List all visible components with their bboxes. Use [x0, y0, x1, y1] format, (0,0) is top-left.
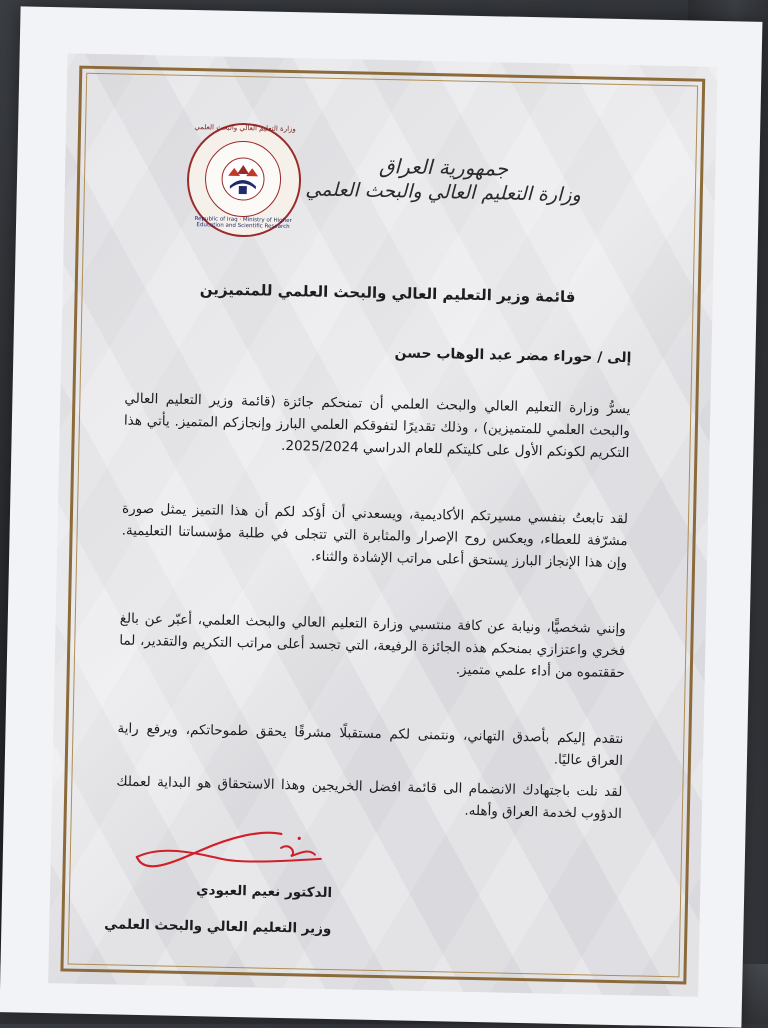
letter-paper — [0, 6, 762, 1027]
letterhead — [305, 152, 581, 206]
letter-paragraph-4: نتقدم إليكم بأصدق التهاني، ونتمنى لكم مستقبلًا مشرقًا يحقق طموحاتكم، ويرفع راية العراق عاليًا. — [117, 720, 624, 770]
ministry-emblem-icon — [220, 156, 267, 203]
letter-recipient: إلى / حوراء مضر عبد الوهاب حسن — [394, 345, 632, 367]
signatory-name: الدكتور نعيم العبودي — [196, 882, 333, 902]
seal-inner-ring — [204, 140, 282, 218]
letter-content — [85, 90, 681, 962]
certificate — [48, 53, 717, 996]
letter-title: قائمة وزير التعليم العالي والبحث العلمي للمتميزين — [199, 280, 576, 307]
letterhead-ministry: وزارة التعليم العالي والبحث العلمي — [305, 178, 582, 207]
letter-paragraph-2: لقد تابعتُ بنفسي مسيرتكم الأكاديمية، ويسعدني أن أؤكد لكم أن هذا التميز يمثل صورة مشرّفة للعطاء، ويعكس روح الإصرار والمثابرة التي تتجلى في طلبة مؤسساتنا التعليمية. وإن هذا الإنجاز البارز يستحق أعلى مراتب الإشادة والثناء. — [121, 500, 629, 572]
letterhead-republic: جمهورية العراق — [378, 153, 509, 181]
seal-text-english: Republic of Iraq · Ministry of Higher Education and Scientific Research — [194, 216, 292, 231]
letter-paragraph-1: يسرُّ وزارة التعليم العالي والبحث العلمي أن تمنحكم جائزة (قائمة وزير التعليم العالي والبحث العلمي للمتميزين) ، وذلك تقديرًا لتفوقكم العلمي البارز وإنجازكم المتميز. يأتي هذا التكريم لكونكم الأول على كليتكم للعام الدراسي 2025/2024. — [123, 390, 631, 462]
seal-text-arabic: وزارة التعليم العالي والبحث العلمي — [194, 123, 296, 134]
handwritten-signature — [130, 805, 331, 879]
ministry-seal — [186, 122, 302, 238]
signatory-title: وزير التعليم العالي والبحث العلمي — [104, 916, 332, 938]
letter-paragraph-5: لقد نلت باجتهادك الانضمام الى قائمة افضل الخريجين وهذا الاستحقاق هو البداية لعملك الدؤوب لخدمة العراق وأهله. — [116, 773, 623, 823]
letter-paragraph-3: وإنني شخصيًّا، ونيابة عن كافة منتسبي وزارة التعليم العالي والبحث العلمي، أعبّر عن بالغ فخري واعتزازي بمنحكم هذه الجائزة الرفيعة، التي تجسد أعلى مراتب التكريم والتقدير، لما حققتموه من أداء علمي متميز. — [119, 610, 626, 682]
